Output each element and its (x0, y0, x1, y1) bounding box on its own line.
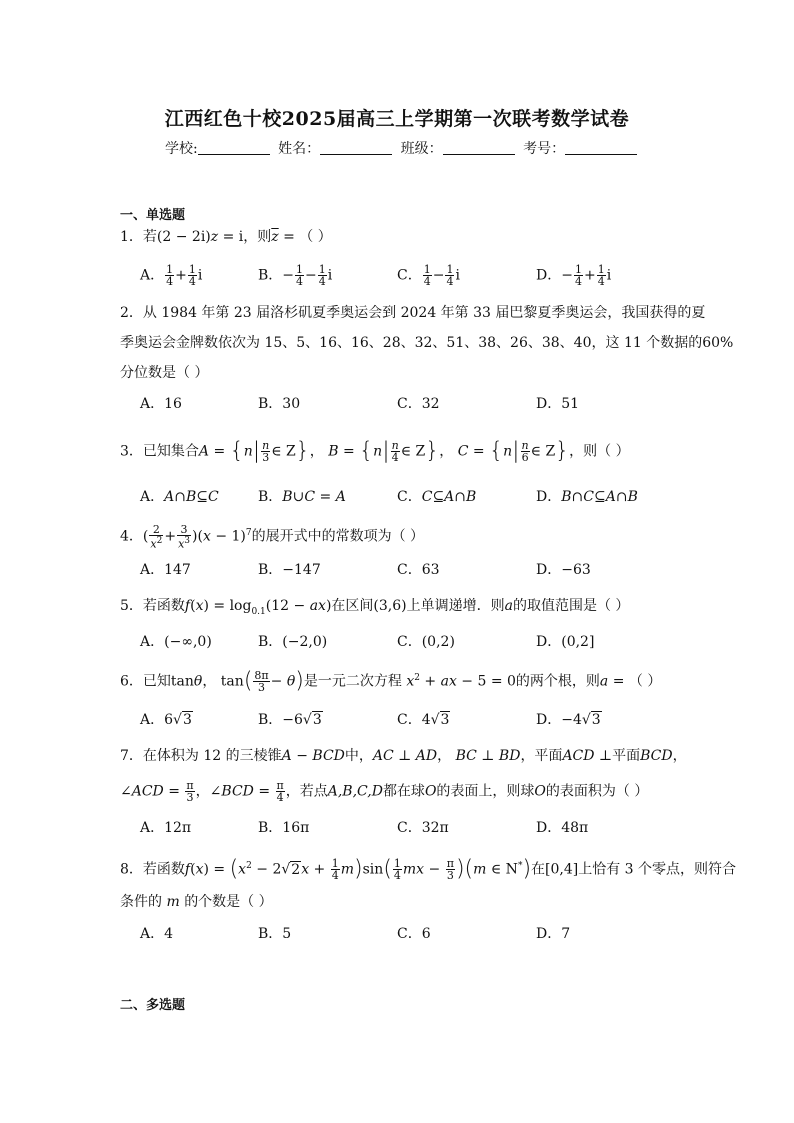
question-1: 1．若(2 − 2i)z = i，则$\overline{z}$ = （ ） (120, 229, 332, 245)
option-d[interactable]: D．7 (536, 926, 571, 942)
option-c[interactable]: C．63 (397, 562, 440, 578)
option-b[interactable]: B．30 (258, 396, 301, 412)
question-6: 6．已知tanθ， tan( $\frac{8\pi}{3}$ − θ)是一元二次方程 $x^2$ + ax − 5 = 0的两个根，则a = （ ） (120, 668, 662, 695)
school-blank[interactable] (198, 140, 270, 155)
option-b[interactable]: B．− $\frac{1}{4}$ − $\frac{1}{4}$ i (258, 263, 333, 288)
school-label: 学校: (165, 141, 198, 157)
option-b[interactable]: B．5 (258, 926, 292, 942)
option-a[interactable]: A．4 (140, 926, 174, 942)
option-d[interactable]: D．B∩C⊆A∩B (536, 489, 638, 505)
question-2-line-3: 分位数是（ ） (120, 365, 209, 381)
option-d[interactable]: D．−4√3 (536, 712, 601, 728)
class-label: 班级： (400, 141, 443, 157)
page-title: 江西红色十校2025届高三上学期第一次联考数学试卷 (164, 108, 630, 130)
question-8-line-1: 8．若函数$f(x) = (x^2 - 2√2x$ + $\frac{1}{4}$ m)sin( $\frac{1}{4}$ mx − $\frac{\pi}{3}$ )(m ∈ N*)在[0,4]上恰有 3 个零点，则符合 (120, 856, 737, 883)
question-7-line-1: 7．在体积为 12 的三棱锥A − BCD中，AC ⊥ AD， BC ⊥ BD，平面ACD ⊥平面BCD， (120, 748, 687, 764)
option-d[interactable]: D．− $\frac{1}{4}$ + $\frac{1}{4}$ i (536, 263, 612, 288)
option-c[interactable]: C．4√3 (397, 712, 450, 728)
section-multi-choice: 二、多选题 (120, 998, 186, 1013)
question-3: 3．已知集合A = {n| $\frac{n}{3}$ ∈ Z}， B = {n| $\frac{n}{4}$ ∈ Z}， C = {n| $\frac{n}{6}$ ∈ Z}，则（ ） (120, 438, 630, 464)
name-blank[interactable] (320, 140, 392, 155)
option-a[interactable]: A．147 (140, 562, 191, 578)
option-c[interactable]: C．32 (397, 396, 440, 412)
option-c[interactable]: C．6 (397, 926, 431, 942)
option-b[interactable]: B．16π (258, 820, 310, 836)
option-b[interactable]: B．−147 (258, 562, 321, 578)
option-c[interactable]: C．32π (397, 820, 449, 836)
option-a[interactable]: A．6√3 (140, 712, 192, 728)
option-a[interactable]: A．12π (140, 820, 192, 836)
name-label: 姓名： (278, 141, 321, 157)
option-a[interactable]: A．(−∞,0) (140, 634, 212, 650)
question-4: 4．( $\frac{2}{x^2}$ + $\frac{3}{x^3}$ )$(x - 1)^7$的展开式中的常数项为（ ） (120, 522, 425, 551)
option-d[interactable]: D．48π (536, 820, 589, 836)
exam-no-label: 考号： (523, 141, 566, 157)
option-a[interactable]: A．16 (140, 396, 182, 412)
option-c[interactable]: C． $\frac{1}{4}$ − $\frac{1}{4}$ i (397, 263, 460, 288)
class-blank[interactable] (443, 140, 515, 155)
exam-no-blank[interactable] (565, 140, 637, 155)
section-single-choice: 一、单选题 (120, 208, 186, 223)
question-2-line-1: 2．从 1984 年第 23 届洛杉矶夏季奥运会到 2024 年第 33 届巴黎夏季奥运会，我国获得的夏 (120, 305, 706, 321)
option-d[interactable]: D．(0,2] (536, 634, 595, 650)
question-8-line-2: 条件的 m 的个数是（ ） (120, 894, 273, 910)
option-b[interactable]: B．(−2,0) (258, 634, 328, 650)
option-b[interactable]: B．−6√3 (258, 712, 322, 728)
option-a[interactable]: A．A∩B⊆C (140, 489, 219, 505)
option-d[interactable]: D．51 (536, 396, 580, 412)
question-7-line-2: ∠ACD = $\frac{\pi}{3}$ ，∠BCD = $\frac{\pi}{4}$ ，若点A,B,C,D都在球O的表面上，则球O的表面积为（ ） (120, 779, 649, 804)
option-d[interactable]: D．−63 (536, 562, 591, 578)
option-b[interactable]: B．B∪C = A (258, 489, 346, 505)
question-2-line-2: 季奥运会金牌数依次为 15、5、16、16、28、32、51、38、26、38、40，这 11 个数据的60% (120, 335, 734, 351)
student-info (165, 138, 641, 158)
option-c[interactable]: C．(0,2) (397, 634, 455, 650)
question-5: 5．若函数$f(x) = \log_{0.1}(12 - ax)$在区间(3,6)上单调递增．则a的取值范围是（ ） (120, 598, 630, 617)
option-c[interactable]: C．C⊆A∩B (397, 489, 477, 505)
option-a[interactable]: A． $\frac{1}{4}$ + $\frac{1}{4}$ i (140, 263, 203, 288)
